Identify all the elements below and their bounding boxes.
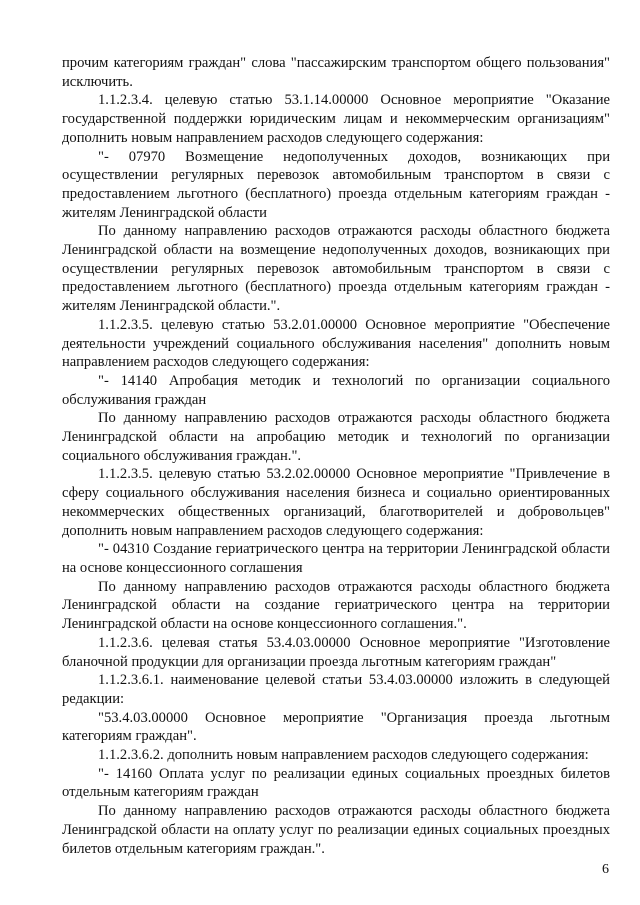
paragraph-item-1-1-2-3-5-a: 1.1.2.3.5. целевую статью 53.2.01.00000 Основное мероприятие "Обеспечение деятельности учреждений социального обслуживания населения" дополнить новым направлением расходов следующего содержания: — [62, 316, 610, 371]
paragraph-new-title-53-4-03: "53.4.03.00000 Основное мероприятие "Организация проезда льготным категориям граждан". — [62, 709, 610, 745]
paragraph-item-1-1-2-3-6: 1.1.2.3.6. целевая статья 53.4.03.00000 Основное мероприятие "Изготовление бланочной продукции для организации проезда льготным категориям граждан" — [62, 634, 610, 670]
document-page — [62, 54, 610, 858]
paragraph-code-14160: "- 14160 Оплата услуг по реализации единых социальных проездных билетов отдельным категориям граждан — [62, 765, 610, 801]
paragraph-item-1-1-2-3-6-1: 1.1.2.3.6.1. наименование целевой статьи 53.4.03.00000 изложить в следующей редакции: — [62, 672, 610, 707]
paragraph-code-07970: "- 07970 Возмещение недополученных доходов, возникающих при осуществлении регулярных перевозок автомобильным транспортом в связи с предоставлением льготного (бесплатного) проезда отдельным категориям граждан - жителям Ленинградской области — [62, 148, 610, 221]
paragraph-item-1-1-2-3-5-b: 1.1.2.3.5. целевую статью 53.2.02.00000 Основное мероприятие "Привлечение в сферу социального обслуживания населения бизнеса и социально ориентированных некоммерческих общественных организаций, благотворителей и добровольцев" дополнить новым направлением расходов следующего содержания: — [62, 466, 610, 539]
paragraph-description-04310: По данному направлению расходов отражаются расходы областного бюджета Ленинградской области на создание гериатрического центра на территории Ленинградской области на основе концессионного соглашения.". — [62, 578, 610, 633]
paragraph-code-04310: "- 04310 Создание гериатрического центра на территории Ленинградской области на основе концессионного соглашения — [62, 541, 610, 576]
paragraph-item-1-1-2-3-4: 1.1.2.3.4. целевую статью 53.1.14.00000 Основное мероприятие "Оказание государственной поддержки юридическим лицам и некоммерческим организациям" дополнить новым направлением расходов следующего содержания: — [62, 92, 610, 146]
page-number: 6 — [602, 862, 609, 877]
paragraph-description-14140: По данному направлению расходов отражаются расходы областного бюджета Ленинградской области на апробацию методик и технологий по организации социального обслуживания граждан.". — [62, 410, 610, 464]
paragraph-description-14160: По данному направлению расходов отражаются расходы областного бюджета Ленинградской области на оплату услуг по реализации единых социальных проездных билетов отдельным категориям граждан.". — [62, 803, 610, 857]
paragraph-description-07970: По данному направлению расходов отражаются расходы областного бюджета Ленинградской области на возмещение недополученных доходов, возникающих при осуществлении регулярных перевозок автомобильным транспортом в связи с предоставлением льготного (бесплатного) проезда отдельным категориям граждан - жителям Ленинградской области.". — [62, 223, 610, 315]
paragraph-continuation: прочим категориям граждан" слова "пассажирским транспортом общего пользования" исключить. — [62, 55, 610, 90]
paragraph-code-14140: "- 14140 Апробация методик и технологий по организации социального обслуживания граждан — [62, 372, 610, 408]
paragraph-item-1-1-2-3-6-2: 1.1.2.3.6.2. дополнить новым направлением расходов следующего содержания: — [98, 747, 589, 764]
